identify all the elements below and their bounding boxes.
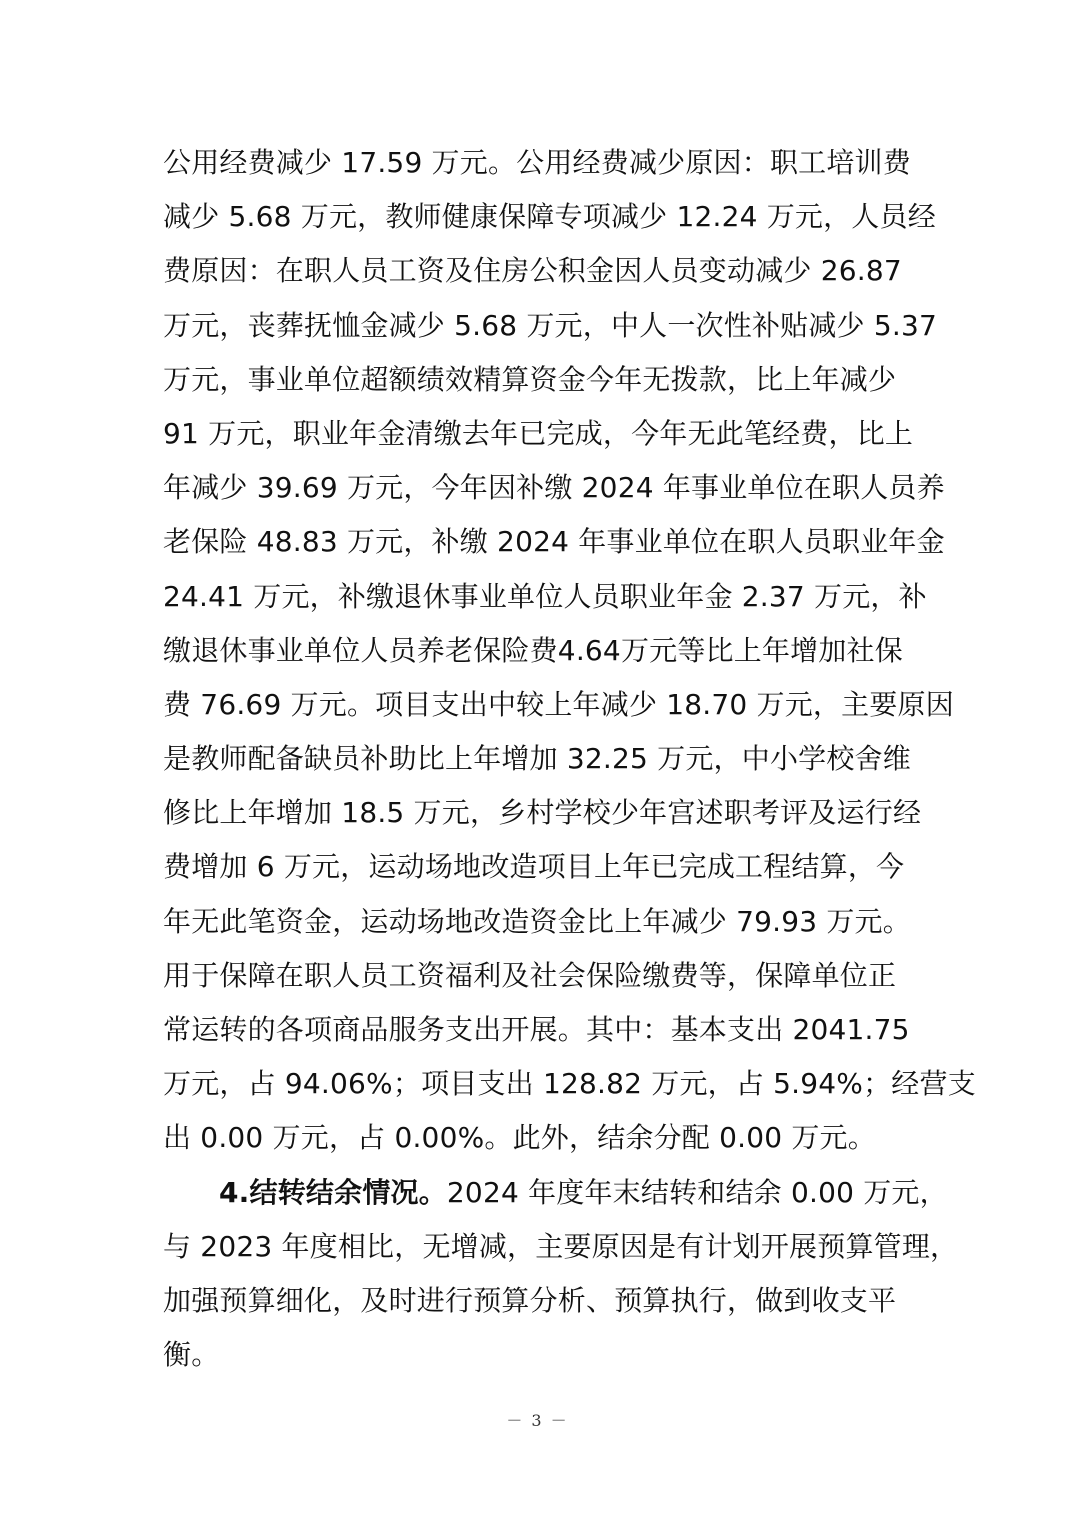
text-line: 费增加 6 万元，运动场地改造项目上年已完成工程结算，今 bbox=[163, 850, 905, 884]
page-number: － 3 － bbox=[506, 1411, 569, 1430]
paragraph-carryover-balance bbox=[163, 1166, 959, 1383]
text-line: 衡。 bbox=[163, 1338, 220, 1372]
text-run: 2024 年度年末结转和结余 0.00 万元， bbox=[446, 1175, 948, 1209]
text-line: 24.41 万元，补缴退休事业单位人员职业年金 2.37 万元，补 bbox=[163, 579, 927, 613]
text-line: 与 2023 年度相比，无增减，主要原因是有计划开展预算管理， bbox=[163, 1229, 959, 1263]
text-line: 年减少 39.69 万元，今年因补缴 2024 年事业单位在职人员养 bbox=[163, 471, 945, 505]
text-line: 老保险 48.83 万元，补缴 2024 年事业单位在职人员职业年金 bbox=[163, 525, 945, 559]
text-line: 万元，事业单位超额绩效精算资金今年无拨款，比上年减少 bbox=[163, 362, 897, 396]
text-line: 加强预算细化，及时进行预算分析、预算执行，做到收支平 bbox=[163, 1283, 897, 1317]
text-line: 是教师配备缺员补助比上年增加 32.25 万元，中小学校舍维 bbox=[163, 742, 911, 776]
text-line: 缴退休事业单位人员养老保险费4.64万元等比上年增加社保 bbox=[163, 633, 903, 667]
text-line: 常运转的各项商品服务支出开展。其中：基本支出 2041.75 bbox=[163, 1013, 910, 1046]
text-line: 91 万元，职业年金清缴去年已完成，今年无此笔经费，比上 bbox=[163, 416, 914, 450]
text-line: 费 76.69 万元。项目支出中较上年减少 18.70 万元，主要原因 bbox=[163, 687, 954, 721]
text-line-first bbox=[163, 1166, 948, 1220]
text-line: 用于保障在职人员工资福利及社会保险缴费等，保障单位正 bbox=[163, 958, 897, 992]
text-line: 万元，丧葬抚恤金减少 5.68 万元，中人一次性补贴减少 5.37 bbox=[163, 308, 937, 342]
text-line: 费原因：在职人员工资及住房公积金因人员变动减少 26.87 bbox=[163, 254, 902, 288]
document-body bbox=[163, 136, 976, 1382]
text-line: 出 0.00 万元，占 0.00%。此外，结余分配 0.00 万元。 bbox=[163, 1121, 876, 1155]
text-line: 公用经费减少 17.59 万元。公用经费减少原因：职工培训费 bbox=[163, 146, 911, 179]
text-line: 修比上年增加 18.5 万元，乡村学校少年宫述职考评及运行经 bbox=[163, 796, 922, 830]
text-line: 万元，占 94.06%；项目支出 128.82 万元，占 5.94%；经营支 bbox=[163, 1067, 976, 1101]
text-line: 减少 5.68 万元，教师健康保障专项减少 12.24 万元，人员经 bbox=[163, 200, 936, 234]
text-line: 年无此笔资金，运动场地改造资金比上年减少 79.93 万元。 bbox=[163, 904, 911, 938]
paragraph-expenditure-changes bbox=[163, 136, 976, 1166]
section-heading: 4.结转结余情况。 bbox=[219, 1175, 447, 1209]
